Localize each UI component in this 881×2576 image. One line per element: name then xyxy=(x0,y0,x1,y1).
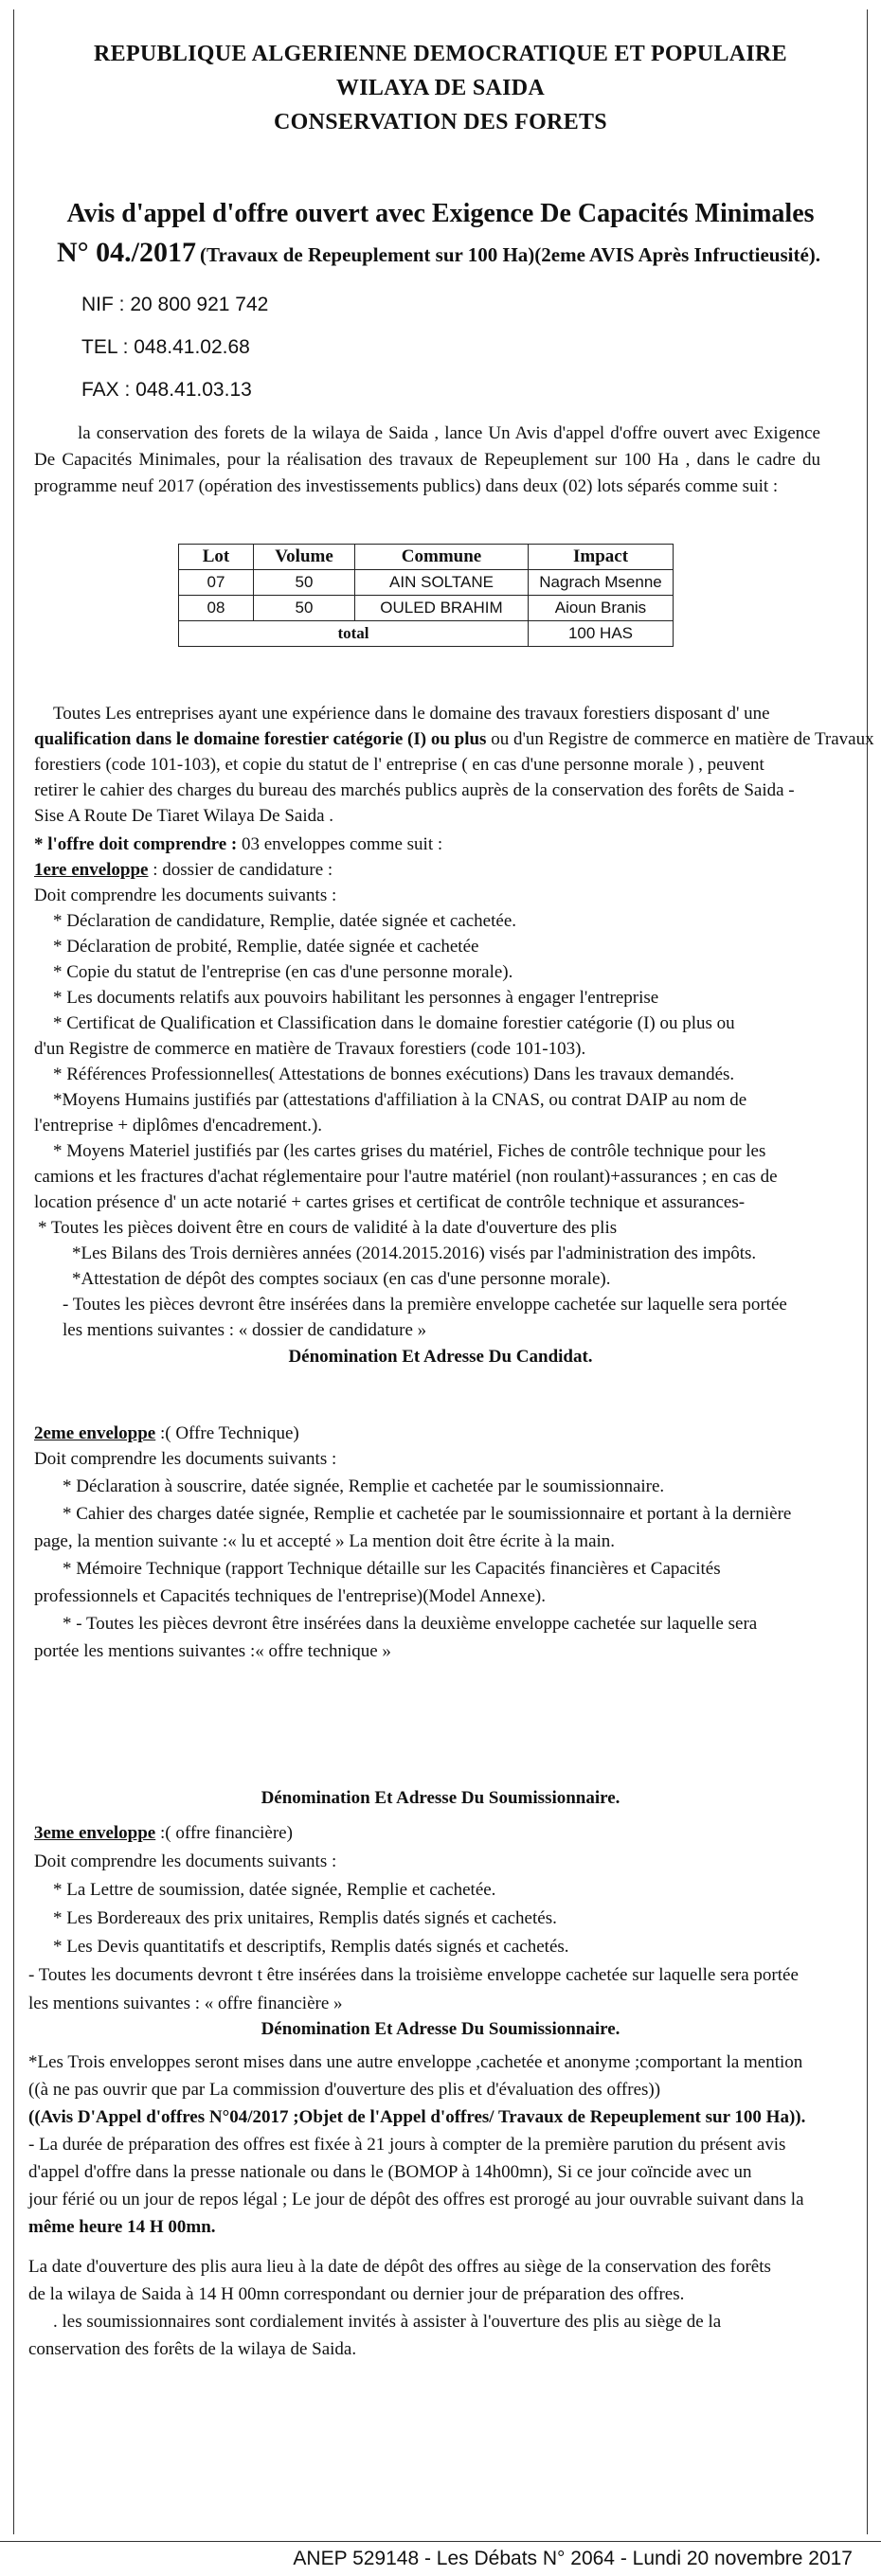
table-row xyxy=(179,570,674,596)
table-row xyxy=(179,596,674,621)
offer-composition xyxy=(34,832,442,857)
offer-label: * l'offre doit comprendre : xyxy=(34,834,238,854)
env1-item: camions et les fractures d'achat réglementaire pour l'autre matériel (non roulant)+assurances ; en cas de xyxy=(34,1167,778,1187)
envelope-3-intro: Doit comprendre les documents suivants : xyxy=(34,1852,337,1871)
col-volume: Volume xyxy=(254,545,355,570)
eligibility-line-4: retirer le cahier des charges du bureau des marchés publics auprès de la conservation des forêts de Saida - xyxy=(34,780,795,800)
env1-item: - Toutes les pièces devront être insérées dans la première enveloppe cachetée sur laquelle sera portée xyxy=(63,1295,787,1315)
env1-item: *Les Bilans des Trois dernières années (2014.2015.2016) visés par l'administration des impôts. xyxy=(72,1243,757,1263)
cell-volume: 50 xyxy=(254,596,355,621)
envelope-1-heading xyxy=(34,857,333,883)
table-total-row xyxy=(179,621,674,647)
closing-line: ((à ne pas ouvrir que par La commission d'ouverture des plis et d'évaluation des offres)) xyxy=(28,2080,661,2100)
eligibility-line-2 xyxy=(34,726,874,752)
env3-item: - Toutes les documents devront t être insérées dans la troisième enveloppe cachetée sur laquelle sera portée xyxy=(28,1965,799,1985)
eligibility-line-5: Sise A Route De Tiaret Wilaya De Saida . xyxy=(34,806,334,826)
total-label: total xyxy=(179,621,529,647)
env1-item: d'un Registre de commerce en matière de Travaux forestiers (code 101-103). xyxy=(34,1039,586,1059)
lots-table xyxy=(178,544,674,647)
intro-paragraph: la conservation des forets de la wilaya de Saida , lance Un Avis d'appel d'offre ouvert avec Exigence De Capacités Minimales, pour la réalisation des travaux de Repeuplement sur 100 Ha , dans le cadre du programme neuf 2017 (opération des investissements publics) dans deux (02) lots séparés comme suit : xyxy=(34,423,820,496)
publication-footer xyxy=(0,2541,881,2576)
cell-impact: Nagrach Msenne xyxy=(529,570,674,596)
cell-lot: 08 xyxy=(179,596,254,621)
total-value: 100 HAS xyxy=(529,621,674,647)
envelope-1-intro: Doit comprendre les documents suivants : xyxy=(34,886,337,905)
env1-item: location présence d' un acte notarié + cartes grises et certificat de contrôle technique et assurances- xyxy=(34,1192,746,1212)
col-lot: Lot xyxy=(179,545,254,570)
envelope-3-heading xyxy=(34,1820,293,1846)
env1-item: l'entreprise + diplômes d'encadrement.). xyxy=(34,1116,323,1136)
env3-item: * La Lettre de soumission, datée signée, Remplie et cachetée. xyxy=(53,1880,496,1900)
tel: TEL : 048.41.02.68 xyxy=(81,336,250,358)
env3-item: * Les Bordereaux des prix unitaires, Remplis datés signés et cachetés. xyxy=(53,1908,557,1928)
closing-line: même heure 14 H 00mn. xyxy=(28,2217,216,2237)
env2-item: professionnels et Capacités techniques de l'entreprise)(Model Annexe). xyxy=(34,1586,546,1606)
cell-volume: 50 xyxy=(254,570,355,596)
qualification-requirement: qualification dans le domaine forestier catégorie (I) ou plus xyxy=(34,729,487,749)
envelope-2-title: 2eme enveloppe xyxy=(34,1423,156,1443)
envelope-2-subtitle: :( Offre Technique) xyxy=(155,1423,299,1443)
env1-item: * Références Professionnelles( Attestations de bonnes exécutions) Dans les travaux demandés. xyxy=(53,1064,735,1084)
lots-table-header xyxy=(179,545,674,570)
env2-item: * - Toutes les pièces devront être insérées dans la deuxième enveloppe cachetée sur laquelle sera xyxy=(63,1614,758,1634)
col-impact: Impact xyxy=(529,545,674,570)
nif: NIF : 20 800 921 742 xyxy=(81,294,269,315)
closing-line: jour férié ou un jour de repos légal ; Le jour de dépôt des offres est prorogé au jour ouvrable suivant dans la xyxy=(28,2190,804,2209)
env1-item: les mentions suivantes : « dossier de candidature » xyxy=(63,1320,427,1340)
env1-item: * Certificat de Qualification et Classification dans le domaine forestier catégorie (I) ou plus ou xyxy=(53,1013,735,1033)
cell-commune: AIN SOLTANE xyxy=(355,570,529,596)
eligibility-line-3: forestiers (code 101-103), et copie du statut de l' entreprise ( en cas d'une personne morale ) , peuvent xyxy=(34,755,764,775)
closing-line: de la wilaya de Saida à 14 H 00mn correspondant ou dernier jour de préparation des offres. xyxy=(28,2284,685,2304)
offer-text: 03 enveloppes comme suit : xyxy=(237,834,443,854)
env1-item: * Toutes les pièces doivent être en cours de validité à la date d'ouverture des plis xyxy=(38,1218,618,1238)
notice-title: Avis d'appel d'offre ouvert avec Exigence De Capacités Minimales xyxy=(66,199,815,228)
envelope-1-title: 1ere enveloppe xyxy=(34,860,149,880)
env2-item: portée les mentions suivantes :« offre technique » xyxy=(34,1641,391,1661)
env2-item: * Cahier des charges datée signée, Remplie et cachetée par le soumissionnaire et portant à la dernière xyxy=(63,1504,792,1524)
env2-item: * Déclaration à souscrire, datée signée, Remplie et cachetée par le soumissionnaire. xyxy=(63,1476,665,1496)
envelope-3-subtitle: :( offre financière) xyxy=(155,1823,293,1843)
cell-impact: Aioun Branis xyxy=(529,596,674,621)
header-republic: REPUBLIQUE ALGERIENNE DEMOCRATIQUE ET POPULAIRE xyxy=(94,42,787,66)
closing-line: - La durée de préparation des offres est fixée à 21 jours à compter de la première parution du présent avis xyxy=(28,2135,786,2155)
reference-number: N° 04./2017 xyxy=(57,237,196,268)
cell-commune: OULED BRAHIM xyxy=(355,596,529,621)
eligibility-line-1: Toutes Les entreprises ayant une expérience dans le domaine des travaux forestiers disposant d' une xyxy=(53,704,770,724)
cell-lot: 07 xyxy=(179,570,254,596)
env3-item: les mentions suivantes : « offre financière » xyxy=(28,1994,343,2013)
closing-line: conservation des forêts de la wilaya de Saida. xyxy=(28,2339,357,2359)
envelope-3-footer: Dénomination Et Adresse Du Soumissionnaire. xyxy=(261,2019,620,2039)
env1-item: * Déclaration de candidature, Remplie, datée signée et cachetée. xyxy=(53,911,516,931)
envelope-2-intro: Doit comprendre les documents suivants : xyxy=(34,1449,337,1469)
envelope-1-footer: Dénomination Et Adresse Du Candidat. xyxy=(288,1347,593,1367)
fax: FAX : 048.41.03.13 xyxy=(81,379,252,401)
env2-item: * Mémoire Technique (rapport Technique détaille sur les Capacités financières et Capacités xyxy=(63,1559,721,1579)
closing-line: La date d'ouverture des plis aura lieu à la date de dépôt des offres au siège de la conservation des forêts xyxy=(28,2257,771,2277)
env3-item: * Les Devis quantitatifs et descriptifs, Remplis datés signés et cachetés. xyxy=(53,1937,569,1957)
publication-reference: ANEP 529148 - Les Débats N° 2064 - Lundi 20 novembre 2017 xyxy=(293,2548,853,2569)
env1-item: * Déclaration de probité, Remplie, datée signée et cachetée xyxy=(53,937,479,957)
env1-item: * Moyens Materiel justifiés par (les cartes grises du matériel, Fiches de contrôle technique pour les xyxy=(53,1141,766,1161)
header-wilaya: WILAYA DE SAIDA xyxy=(335,76,546,100)
env1-item: *Moyens Humains justifiés par (attestations d'affiliation à la CNAS, ou contrat DAIP au nom de xyxy=(53,1090,747,1110)
col-commune: Commune xyxy=(355,545,529,570)
envelope-2-heading xyxy=(34,1421,299,1446)
env2-item: page, la mention suivante :« lu et accepté » La mention doit être écrite à la main. xyxy=(34,1531,616,1551)
header-conservation: CONSERVATION DES FORETS xyxy=(274,110,607,134)
env1-item: * Les documents relatifs aux pouvoirs habilitant les personnes à engager l'entreprise xyxy=(53,988,659,1008)
notice-reference xyxy=(57,237,872,269)
closing-line: *Les Trois enveloppes seront mises dans une autre enveloppe ,cachetée et anonyme ;comportant la mention xyxy=(28,2052,803,2072)
envelope-2-footer: Dénomination Et Adresse Du Soumissionnaire. xyxy=(261,1788,620,1808)
env1-item: * Copie du statut de l'entreprise (en cas d'une personne morale). xyxy=(53,962,513,982)
eligibility-line-2-rest: ou d'un Registre de commerce en matière de Travaux xyxy=(486,729,874,749)
env1-item: *Attestation de dépôt des comptes sociaux (en cas d'une personne morale). xyxy=(72,1269,611,1289)
closing-line: d'appel d'offre dans la presse nationale ou dans le (BOMOP à 14h00mn), Si ce jour coïncide avec un xyxy=(28,2162,752,2182)
closing-line: . les soumissionnaires sont cordialement invités à assister à l'ouverture des plis au siège de la xyxy=(53,2312,722,2332)
closing-line: ((Avis D'Appel d'offres N°04/2017 ;Objet de l'Appel d'offres/ Travaux de Repeuplement sur 100 Ha)). xyxy=(28,2107,806,2127)
reference-subject: (Travaux de Repeuplement sur 100 Ha)(2eme AVIS Après Infructieusité). xyxy=(200,243,821,266)
envelope-1-subtitle: : dossier de candidature : xyxy=(148,860,333,880)
envelope-3-title: 3eme enveloppe xyxy=(34,1823,156,1843)
